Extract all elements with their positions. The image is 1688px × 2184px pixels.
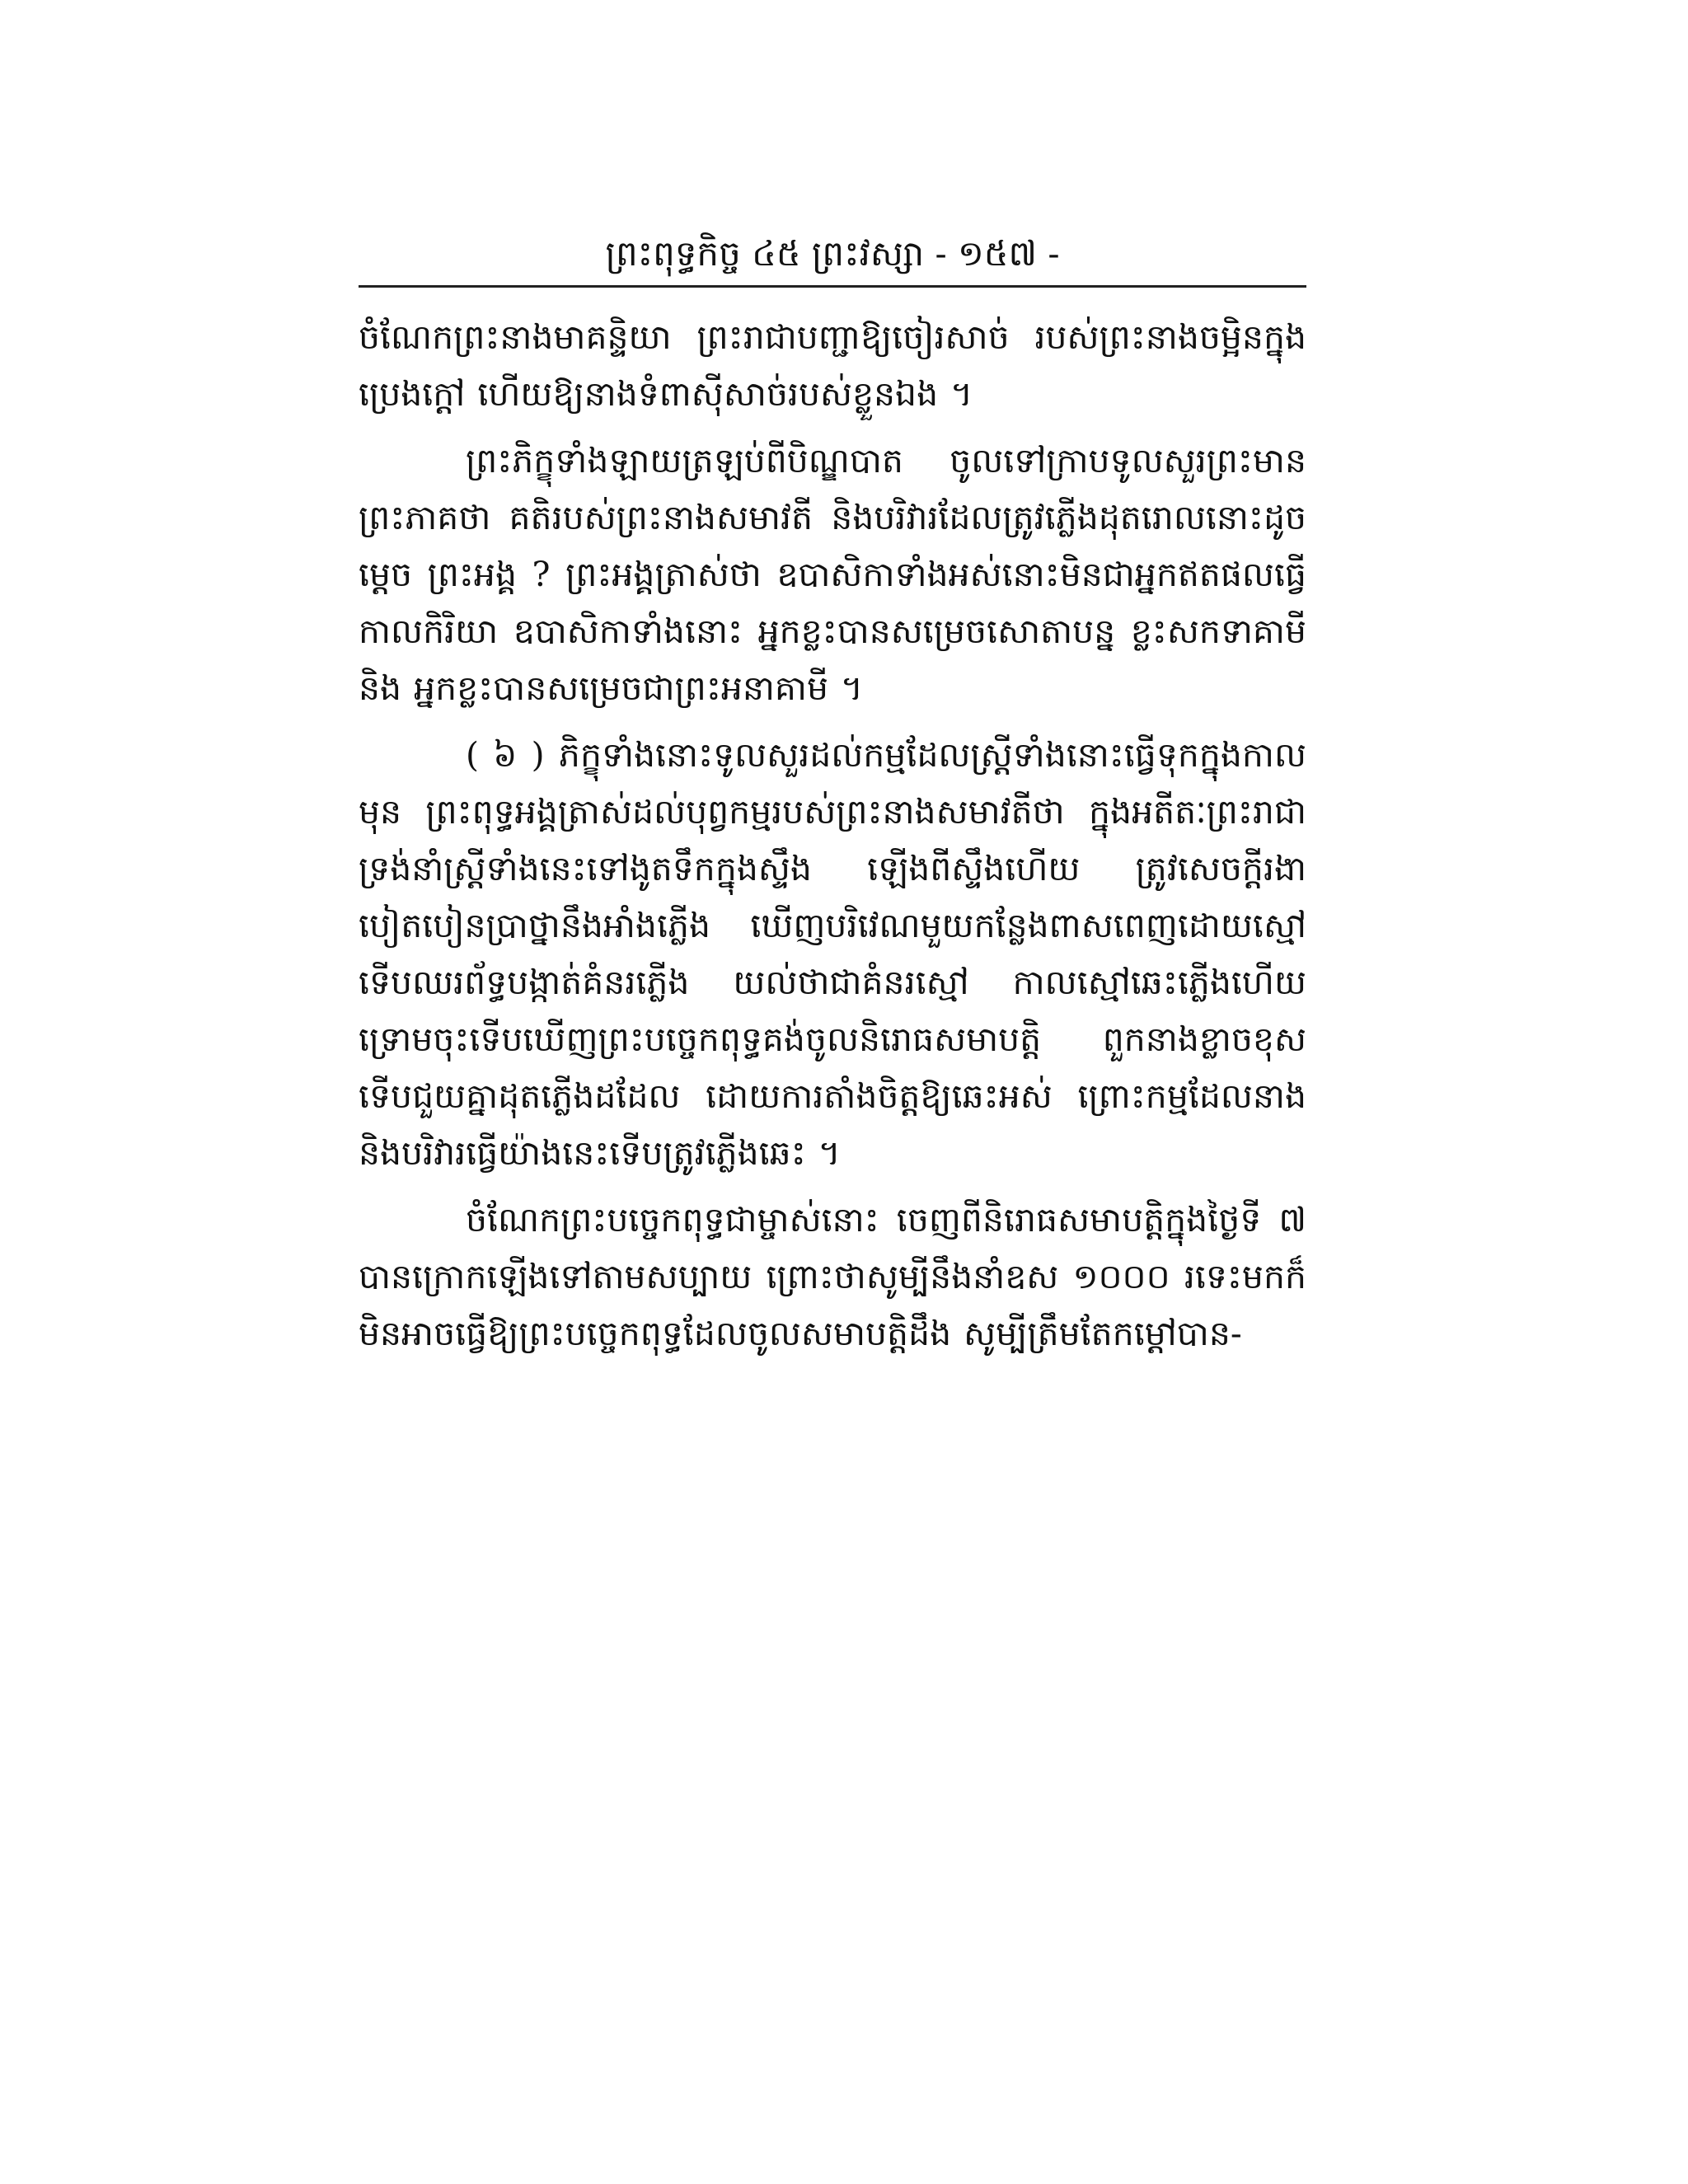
- paragraph-1: ចំណែកព្រះនាងមាគន្ទិយា ព្រះរាជាបញ្ជាឱ្យចៀរសាច់ របស់ព្រះនាងចម្អិនក្នុងប្រេងក្តៅ ហើយឱ្យនាងទំពាស៊ីសាច់របស់ខ្លួនឯង ។: [359, 317, 1306, 414]
- paragraph-4: ចំណែកព្រះបច្ចេកពុទ្ធជាម្ចាស់នោះ ចេញពីនិរោធសមាបត្តិក្នុងថ្ងៃទី ៧ បានក្រោកឡើងទៅតាមសប្បាយ ព្រោះថាសូម្បីនឹងនាំឧស ១០០០ រទេះមកក៏មិនអាចធ្វើឱ្យព្រះបច្ចេកពុទ្ធដែលចូលសមាបត្តិដឹង សូម្បីត្រឹមតែកម្តៅបាន-: [359, 1200, 1306, 1353]
- paragraph-2: ព្រះភិក្ខុទាំងឡាយត្រឡប់ពីបិណ្ឌបាត ចូលទៅក្រាបទូលសួរព្រះមានព្រះភាគថា គតិរបស់ព្រះនាងសមាវតី និងបរិវារដែលត្រូវភ្លើងដុតរោលនោះដូចម្តេច ព្រះអង្គ ? ព្រះអង្គត្រាស់ថា ឧបាសិកាទាំងអស់នោះមិនជាអ្នកឥតផលធ្វើកាលកិរិយា ឧបាសិកាទាំងនោះ អ្នកខ្លះបានសម្រេចសោតាបន្ន ខ្លះសកទាគាមី និង អ្នកខ្លះបានសម្រេចជាព្រះអនាគាមី ។: [359, 441, 1306, 708]
- header-divider: [359, 285, 1306, 288]
- body-text: [359, 309, 1306, 1372]
- running-header: ព្រះពុទ្ធកិច្ច ៤៥ ព្រះវស្សា - ១៥៧ -: [605, 233, 1060, 274]
- paragraph-3: ( ៦ ) ភិក្ខុទាំងនោះទូលសួរដល់កម្មដែលស្ត្រីទាំងនោះធ្វើទុកក្នុងកាលមុន ព្រះពុទ្ធអង្គត្រាស់ដល់បុព្វកម្មរបស់ព្រះនាងសមាវតីថា ក្នុងអតីតៈព្រះរាជាទ្រង់នាំស្ត្រីទាំងនេះទៅងូតទឹកក្នុងស្ទឹង ឡើងពីស្ទឹងហើយ ត្រូវសេចក្តីរងាបៀតបៀនប្រាថ្នានឹងអាំងភ្លើង ឃើញបរិវេណមួយកន្លែងពាសពេញដោយស្មៅ ទើបឈរព័ទ្ធបង្កាត់គំនរភ្លើង យល់ថាជាគំនរស្មៅ កាលស្មៅឆេះភ្លើងហើយទ្រោមចុះទើបឃើញព្រះបច្ចេកពុទ្ធគង់ចូលនិរោធសមាបត្តិ ពួកនាងខ្លាចខុស ទើបជួយគ្នាដុតភ្លើងដដែល ដោយការតាំងចិត្តឱ្យឆេះអស់ ព្រោះកម្មដែលនាង និងបរិវារធ្វើយ៉ាងនេះទើបត្រូវភ្លើងឆេះ ។: [359, 735, 1306, 1173]
